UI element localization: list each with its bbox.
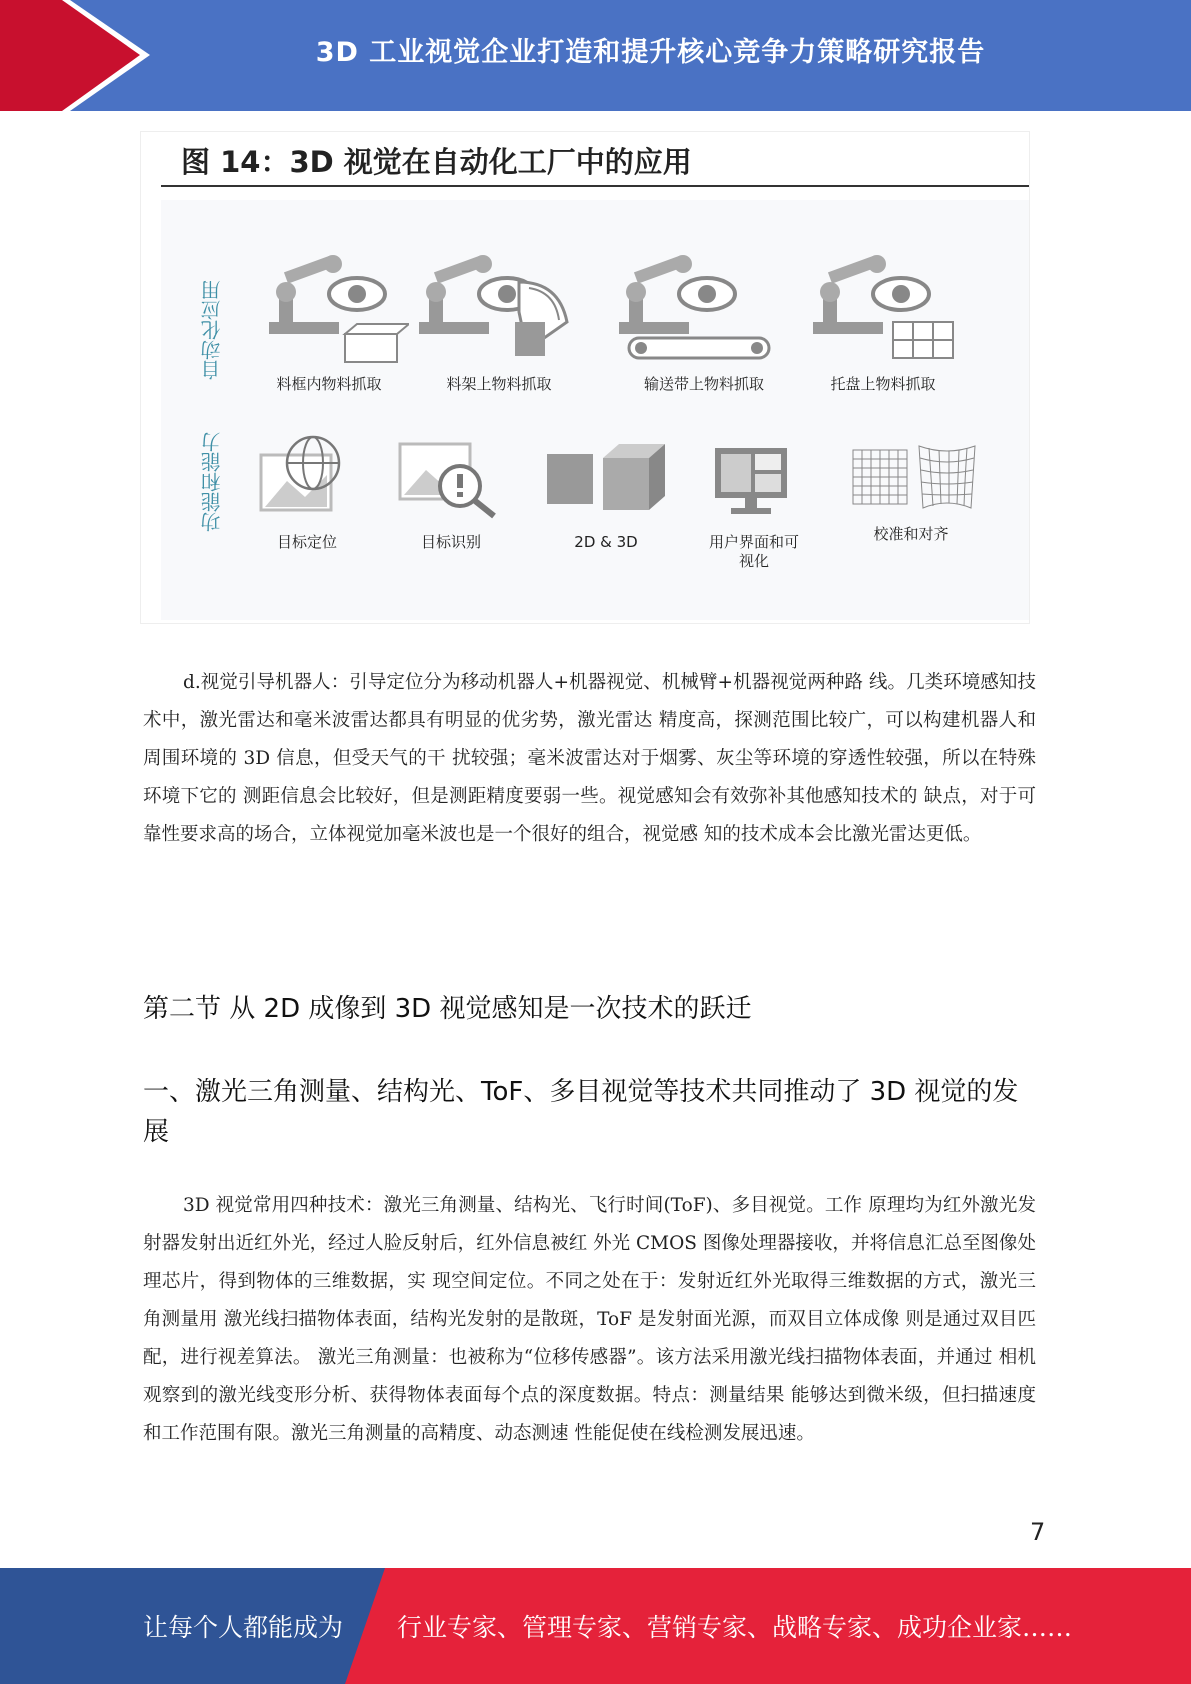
caption-rack-picking: 料架上物料抓取 (446, 375, 552, 393)
caption-ui-line2: 视化 (738, 552, 769, 570)
page-footer (0, 1568, 1191, 1684)
report-title: 3D 工业视觉企业打造和提升核心竞争力策略研究报告 (315, 37, 986, 68)
square-cube-icon (541, 440, 671, 520)
caption-target-locate: 目标定位 (276, 533, 337, 551)
caption-pallet-picking: 托盘上物料抓取 (830, 375, 936, 393)
row-label-automation: 自动化应用 (200, 280, 224, 380)
robot-arm-bin-icon (269, 252, 409, 364)
figure-14 (140, 131, 1030, 624)
footer-slogan-left: 让每个人都能成为 (143, 1613, 344, 1642)
caption-ui-visualization (689, 533, 819, 571)
robot-arm-conveyor-icon (619, 252, 779, 364)
figure-panel (161, 200, 1029, 620)
chevron-arrow-icon (0, 0, 160, 111)
section-heading: 第二节 从 2D 成像到 3D 视觉感知是一次技术的跃迁 (143, 994, 752, 1024)
caption-ui-line1: 用户界面和可 (708, 533, 799, 551)
robot-arm-pallet-icon (813, 252, 963, 364)
monitor-icon (709, 442, 799, 522)
subsection-heading: 一、激光三角测量、结构光、ToF、多目视觉等技术共同推动了 3D 视觉的发展 (143, 1077, 1019, 1147)
robot-arm-rack-icon (419, 252, 569, 364)
footer-slogan-right: 行业专家、管理专家、营销专家、战略专家、成功企业家…… (397, 1613, 1073, 1642)
caption-target-recognize: 目标识别 (420, 533, 481, 551)
page-header (0, 0, 1191, 111)
figure-title: 图 14：3D 视觉在自动化工厂中的应用 (181, 145, 692, 179)
paragraph-3d-techniques: 3D 视觉常用四种技术：激光三角测量、结构光、飞行时间(ToF)、多目视觉。工作 原理均为红外激光发射器发射出近红外光，经过人脸反射后，红外信息被红 外光 CMOS 图像处理器接收，并将信息汇总至图像处理芯片，得到物体的三维数据，实 现空间定位。不同之处在于：发射近红外光取得三维数据的方式，激光三角测量用 激光线扫描物体表面，结构光发射的是散斑，ToF 是发射面光源，而双目立体成像 则是通过双目匹配，进行视差算法。 激光三角测量：也被称为“位移传感器”。该方法采用激光线扫描物体表面，并通过 相机观察到的激光线变形分析、获得物体表面每个点的深度数据。特点：测量结果 能够达到微米级，但扫描速度和工作范围有限。激光三角测量的高精度、动态测速 性能促使在线检测发展迅速。 (143, 1195, 1036, 1444)
paragraph-robot-guidance: d.视觉引导机器人：引导定位分为移动机器人+机器视觉、机械臂+机器视觉两种路 线。几类环境感知技术中，激光雷达和毫米波雷达都具有明显的优劣势，激光雷达 精度高，探测范围比较广，可以构建机器人和周围环境的 3D 信息，但受天气的干 扰较强；毫米波雷达对于烟雾、灰尘等环境的穿透性较强，所以在特殊环境下它的 测距信息会比较好，但是测距精度要弱一些。视觉感知会有效弥补其他感知技术的 缺点，对于可靠性要求高的场合，立体视觉加毫米波也是一个很好的组合，视觉感 知的技术成本会比激光雷达更低。 (143, 672, 1036, 845)
caption-calibration: 校准和对齐 (873, 525, 949, 543)
caption-2d-3d: 2D & 3D (574, 533, 638, 551)
globe-locate-icon (257, 435, 357, 515)
grid-warp-icon (851, 444, 981, 514)
caption-bin-picking: 料框内物料抓取 (276, 375, 382, 393)
page-number: 7 (1030, 1518, 1046, 1546)
caption-conveyor-picking: 输送带上物料抓取 (643, 375, 764, 393)
figure-title-rule (161, 185, 1029, 187)
row-label-capability: 功能和能力 (200, 432, 224, 532)
magnifier-alert-icon (396, 440, 506, 520)
